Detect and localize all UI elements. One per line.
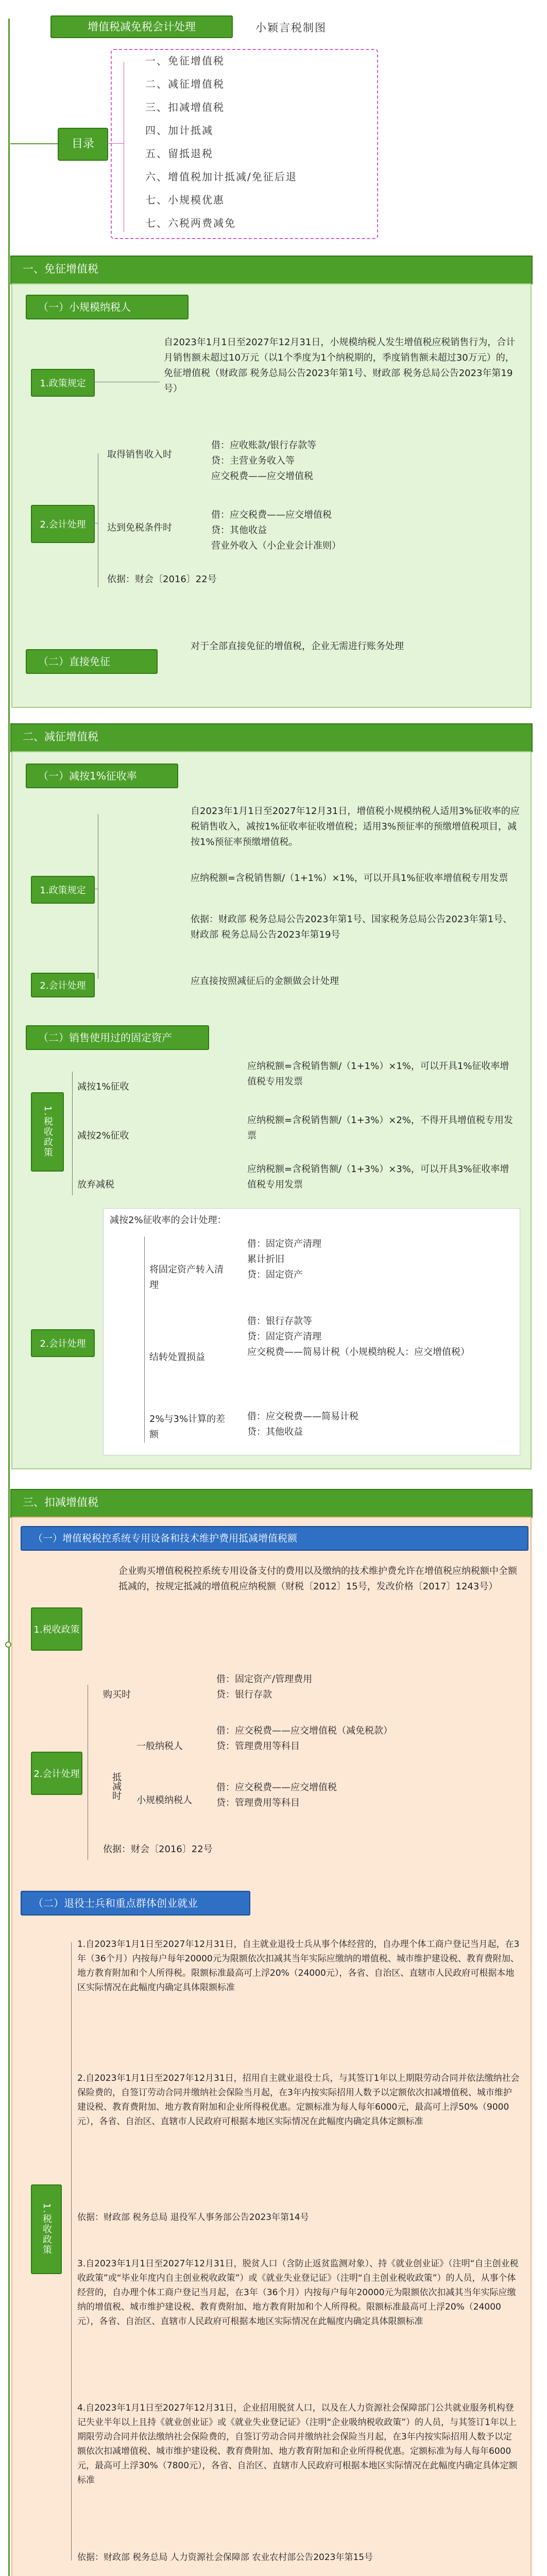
s3-tax-item-3: 3.自2023年1月1日至2027年12月31日，脱贫人口（含防止返贫监测对象）、持《就业创业证》（注明“自主创业税收政策”或“毕业年度内自主创业税收政策”）或《就业失业登记证》（注明“自主创业税收政策”）的人员，从事个体经营的，自办理个体工商户登记当月起，在3年（36个月）内按每户每年20000元为限额依次扣减其当年实际应缴纳的增值税、城市维护建设税、教育费附加、地方教育附加和个人所得税。限额标准最高可上浮20%（24000元），各省、自治区、直辖市人民政府可根据本地区实际情况在此幅度内确定具体限额标准	[77, 2259, 519, 2327]
s3-tax-item-1: 1.自2023年1月1日至2027年12月31日，自主就业退役士兵从事个体经营的，自办理个体工商户登记当月起，在3年（36个月）内按每户每年20000元为限额依次扣减其当年实际应缴纳的增值税、城市维护建设税、教育费附加、地方教育附加和个人所得税。限额标准最高可上浮20%（24000元），各省、自治区、直辖市人民政府可根据本地区实际情况在此幅度内确定具体限额标准	[77, 1939, 520, 1993]
s2-acc2-row1-label: 将固定资产转入清理	[149, 1264, 224, 1291]
s2-acc-text: 应直接按照减征后的金额做会计处理	[191, 976, 339, 987]
s2-acc2-row2-label: 结转处置损益	[149, 1352, 205, 1363]
s2-tax-tag: 1.税收政策	[31, 1092, 64, 1172]
s3-tax-item-2: 2.自2023年1月1日至2027年12月31日，招用自主就业退役士兵，与其签订1年以上期限劳动合同并依法缴纳社会保险费的，自签订劳动合同并缴纳社会保险当月起，在3年内按实际招用人数予以定额依次扣减增值税、城市维护建设税、教育费附加、地方教育附加和企业所得税优惠。定额标准为每人每年6000元，最高可上浮50%（9000元），各省、自治区、直辖市人民政府可根据本地区实际情况在此幅度内确定具体定额标准	[77, 2073, 520, 2127]
directory-item-4[interactable]: 四、加计抵减	[145, 124, 213, 137]
section-1-title: 一、免征增值税	[23, 263, 98, 275]
s1-policy-text: 自2023年1月1日至2027年12月31日，小规模纳税人发生增值税应税销售行为，合计月销售额未超过10万元（以1个季度为1个纳税期的，季度销售额未超过30万元）的，免征增值税（财政部 税务总局公告2023年第1号、财政部 税务总局公告2023年第19号）	[164, 337, 516, 394]
s1-sub2-text: 对于全部直接免征的增值税，企业无需进行账务处理	[191, 641, 404, 652]
s3-tax-tag: 1.税收政策	[31, 2184, 62, 2274]
s2-tax-row1-text: 应纳税额=含税销售额/（1+1%）×1%，可以开具1%征收率增值税专用发票	[247, 1061, 509, 1087]
s2-acc-tag: 2.会计处理	[31, 973, 95, 997]
s3-acc-buy-left: 购买时	[103, 1689, 131, 1700]
s3-tax-bracket	[71, 1942, 72, 2561]
directory-item-6[interactable]: 六、增值税加计抵减/免征后退	[145, 171, 297, 183]
directory-label: 目录	[58, 128, 108, 161]
section-2-title: 二、减征增值税	[23, 731, 98, 743]
section-2-sub1: （一）减按1%征收率	[26, 764, 178, 788]
s1-acc-row2-left: 达到免税条件时	[107, 522, 172, 533]
s3-tax-item-4: 4.自2023年1月1日至2027年12月31日，企业招用脱贫人口，以及在人力资源社会保障部门公共就业服务机构登记失业半年以上且持《就业创业证》或《就业失业登记证》（注明“企业吸纳税收政策”）的人员，与其签订1年以上期限劳动合同并依法缴纳社会保险费的，自签订劳动合同并缴纳社会保险当月起，在3年内按实际招用人数予以定额依次扣减增值税、城市维护建设税、教育费附加、地方教育附加和企业所得税优惠。定额标准为每人每年6000元，最高可上浮30%（7800元），各省、自治区、直辖市人民政府可根据本地区实际情况在此幅度内确定具体定额标准	[77, 2403, 518, 2485]
page-subtitle: 小颖言税制图	[255, 22, 327, 34]
s1-acc-row1-left: 取得销售收入时	[107, 449, 172, 460]
s3-acc-general-right: 借：应交税费——应交增值税（减免税款） 贷：管理费用等科目	[216, 1725, 392, 1752]
s3-tax-item-basis-2: 依据：财政部 税务总局 人力资源社会保障部 农业农村部公告2023年第15号	[77, 2552, 373, 2563]
s3-acc-small-left: 小规模纳税人	[136, 1795, 192, 1806]
s1-policy-tag: 1.政策规定	[31, 369, 95, 397]
s3-policy-tag: 1.税收政策	[31, 1607, 82, 1651]
section-3-sub1: （一）增值税税控系统专用设备和技术维护费用抵减增值税额	[21, 1526, 528, 1551]
s2-tax-row2-label: 减按2%征收	[77, 1130, 129, 1141]
s2-acc2-tag: 2.会计处理	[31, 1329, 95, 1357]
directory-item-1[interactable]: 一、免征增值税	[145, 55, 225, 67]
s1-acc-row1-right: 借：应收账款/银行存款等 贷：主营业务收入等 应交税费——应交增值税	[211, 440, 317, 482]
s2-acc2-row3-label: 2%与3%计算的差额	[149, 1414, 226, 1440]
s2-tax-bracket	[72, 1072, 73, 1195]
s2-acc2-bracket	[144, 1236, 145, 1443]
s2-policy-tag: 1.政策规定	[31, 876, 95, 904]
directory-item-8[interactable]: 七、六税两费减免	[145, 217, 236, 229]
section-3-title: 三、扣减增值税	[23, 1496, 98, 1509]
s3-acc-basis: 依据：财会〔2016〕22号	[103, 1844, 213, 1855]
s2-tax-row2-text: 应纳税额=含税销售额/（1+3%）×2%，不得开具增值税专用发票	[247, 1115, 513, 1141]
spine-node	[5, 1641, 11, 1648]
s1-acc-basis: 依据：财会〔2016〕22号	[107, 574, 217, 585]
s2-tax-row3-text: 应纳税额=含税销售额/（1+3%）×3%，可以开具3%征收率增值税专用发票	[247, 1164, 509, 1190]
s3-acc-buy-right: 借：固定资产/管理费用 贷：银行存款	[216, 1674, 313, 1700]
s2-acc2-row2-text: 借：银行存款等 贷：固定资产清理 应交税费——简易计税（小规模纳税人：应交增值税）	[247, 1316, 470, 1358]
directory-item-2[interactable]: 二、减征增值税	[145, 78, 225, 90]
section-1-sub1: （一）小规模纳税人	[26, 295, 189, 319]
s2-acc2-head: 减按2%征收率的会计处理：	[110, 1215, 227, 1226]
s1-acc-tag: 2.会计处理	[31, 505, 95, 543]
directory-connector	[10, 143, 58, 144]
main-spine	[8, 19, 10, 2576]
directory-item-3[interactable]: 三、扣减增值税	[145, 101, 225, 113]
s3-acc-deduct-left: 抵减时	[111, 1772, 122, 1800]
s3-acc-small-right: 借：应交税费——应交增值税 贷：管理费用等科目	[216, 1782, 337, 1808]
s2-tax-row1-label: 减按1%征收	[77, 1081, 129, 1092]
s3-acc-general-left: 一般纳税人	[136, 1741, 183, 1752]
s2-policy-formula: 应纳税额=含税销售额/（1+1%）×1%，可以开具1%征收率增值税专用发票	[191, 873, 508, 884]
section-2-sub2: （二）销售使用过的固定资产	[26, 1025, 209, 1050]
s3-policy-text: 企业购买增值税税控系统专用设备支付的费用以及缴纳的技术维护费允许在增值税应纳税额中全额抵减的，按规定抵减的增值税应纳税额（财税〔2012〕15号，发改价格〔2017〕1243号）	[118, 1566, 517, 1592]
page-title: 增值税减免税会计处理	[50, 15, 233, 38]
s1-acc-row2-right: 借：应交税费——应交增值税 贷：其他收益 营业外收入（小企业会计准则）	[211, 510, 341, 551]
section-1-sub2: （二）直接免征	[26, 649, 158, 674]
s2-policy-basis: 依据：财政部 税务总局公告2023年第1号、国家税务总局公告2023年第1号、财政部 税务总局公告2023年第19号	[191, 914, 512, 940]
directory-bracket-stub	[106, 143, 124, 144]
s3-acc-tag: 2.会计处理	[31, 1752, 82, 1795]
s2-tax-row3-label: 放弃减税	[77, 1179, 114, 1190]
directory-item-7[interactable]: 七、小规模优惠	[145, 194, 225, 206]
s2-acc2-row3-text: 借：应交税费——简易计税 贷：其他收益	[247, 1411, 358, 1437]
directory-item-5[interactable]: 五、留抵退税	[145, 147, 213, 160]
s2-policy-text1: 自2023年1月1日至2027年12月31日，增值税小规模纳税人适用3%征收率的应税销售收入，减按1%征收率征收增值税；适用3%预征率的预缴增值税项目，减按1%预征率预缴增值税。	[191, 806, 520, 848]
section-3-sub2: （二）退役士兵和重点群体创业就业	[21, 1891, 250, 1916]
s2-acc2-row1-text: 借：固定资产清理 累计折旧 贷：固定资产	[247, 1239, 321, 1280]
s3-tax-item-basis-1: 依据：财政部 税务总局 退役军人事务部公告2023年第14号	[77, 2212, 309, 2223]
